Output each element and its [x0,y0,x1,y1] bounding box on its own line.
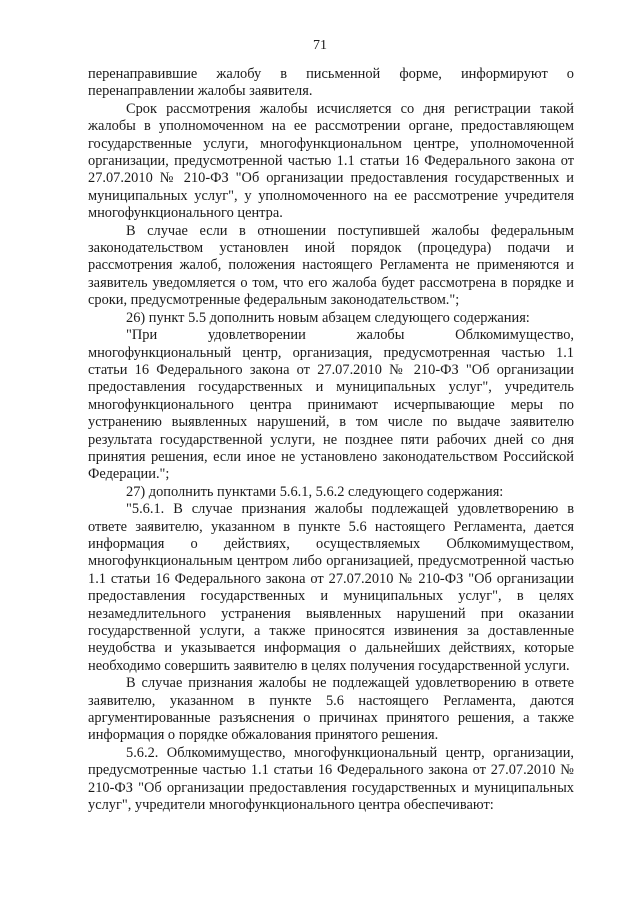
paragraph-complaint-rejected: В случае признания жалобы не подлежащей удовлетворению в ответе заявителю, указанном в пункте 5.6 настоящего Регламента, даются аргументированные разъяснения о причинах принятого решения, а также информация о порядке обжалования принятого решения. [88,675,574,744]
paragraph-complaint-satisfied: "При удовлетворении жалобы Облкомимущество, многофункциональный центр, организация, предусмотренная частью 1.1 статьи 16 Федерального закона от 27.07.2010 № 210-ФЗ "Об организации предоставления государственных и муниципальных услуг", учредитель многофункционального центра принимают исчерпывающие меры по устранению выявленных нарушений, в том числе по выдаче заявителю результата государственной услуги, не позднее пяти рабочих дней со дня принятия решения, если иное не установлено законодательством Российской Федерации."; [88,327,574,483]
paragraph-item-27: 27) дополнить пунктами 5.6.1, 5.6.2 следующего содержания: [126,483,504,500]
body-text [88,66,574,814]
paragraph-item-26: 26) пункт 5.5 дополнить новым абзацем следующего содержания: [126,309,530,326]
paragraph-review-period: Срок рассмотрения жалобы исчисляется со дня регистрации такой жалобы в уполномоченном на ее рассмотрении органе, предоставляющем государственные услуги, многофункциональном центре, уполномоченной организации, предусмотренной частью 1.1 статьи 16 Федерального закона от 27.07.2010 № 210-ФЗ "Об организации предоставления государственных и муниципальных услуг", у уполномоченного на ее рассмотрение учредителя многофункционального центра. [88,100,574,222]
paragraph-5-6-2: 5.6.2. Облкомимущество, многофункциональный центр, организации, предусмотренные частью 1.1 статьи 16 Федерального закона от 27.07.2010 № 210-ФЗ "Об организации предоставления государственных и муниципальных услуг", учредители многофункционального центра обеспечивают: [88,744,574,814]
page-number: 71 [313,38,327,53]
paragraph-5-6-1: "5.6.1. В случае признания жалобы подлежащей удовлетворению в ответе заявителю, указанном в пункте 5.6 настоящего Регламента, дается информация о действиях, осуществляемых Облкомимуществом, многофункциональным центром либо организацией, предусмотренной частью 1.1 статьи 16 Федерального закона от 27.07.2010 № 210-ФЗ "Об организации предоставления государственных и муниципальных услуг", в целях незамедлительного устранения выявленных нарушений при оказании государственной услуги, а также приносятся извинения за доставленные неудобства и указывается информация о дальнейших действиях, которые необходимо совершить заявителю в целях получения государственной услуги. [88,501,574,674]
paragraph-federal-procedure: В случае если в отношении поступившей жалобы федеральным законодательством установлен иной порядок (процедура) подачи и рассмотрения жалоб, положения настоящего Регламента не применяются и заявитель уведомляется о том, что его жалоба будет рассмотрена в порядке и сроки, предусмотренные федеральным законодательством."; [88,222,574,309]
paragraph-continuation: перенаправившие жалобу в письменной форме, информируют о перенаправлении жалобы заявителя. [88,66,574,100]
